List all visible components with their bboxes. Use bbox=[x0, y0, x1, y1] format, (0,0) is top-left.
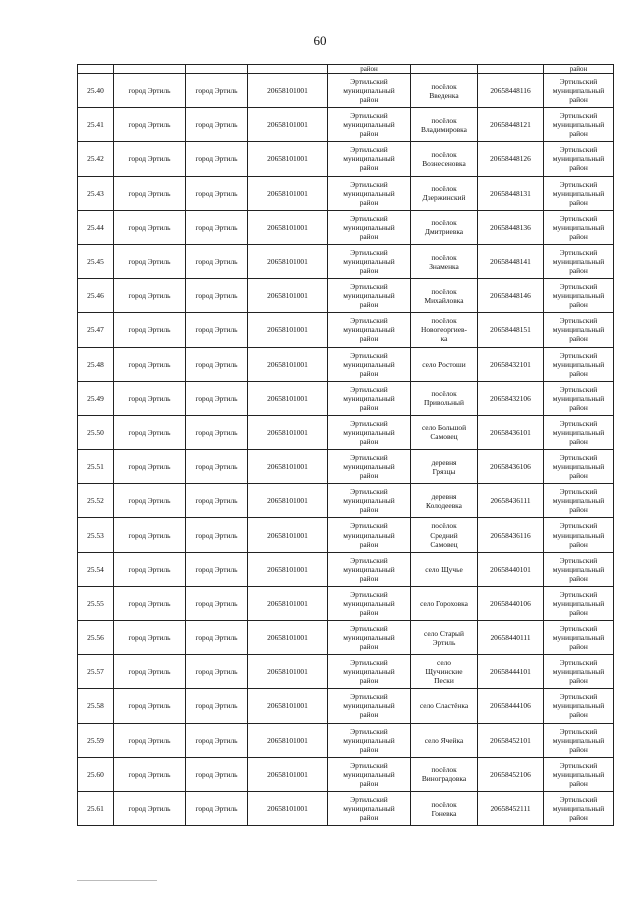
cell-settlement-name: город Эртиль bbox=[186, 381, 248, 415]
cell-locality: деревня Грязцы bbox=[411, 450, 478, 484]
cell-number: 25.58 bbox=[78, 689, 114, 723]
cell-district: Эртильский муниципальный район bbox=[328, 415, 411, 449]
cell-settlement-name: город Эртиль bbox=[186, 415, 248, 449]
cell-locality-district: Эртильский муниципальный район bbox=[544, 244, 614, 278]
cell-locality: село Щучье bbox=[411, 552, 478, 586]
table-row bbox=[78, 415, 614, 449]
cell-oktmo-code: 20658101001 bbox=[248, 210, 328, 244]
cell-settlement-name: город Эртиль bbox=[186, 518, 248, 552]
cell-oktmo-code: 20658101001 bbox=[248, 689, 328, 723]
cell-locality: посёлок Вознесеновка bbox=[411, 142, 478, 176]
cell-district: Эртильский муниципальный район bbox=[328, 552, 411, 586]
cell-locality-code: 20658448126 bbox=[478, 142, 544, 176]
cell-settlement-name: город Эртиль bbox=[186, 108, 248, 142]
cell-number: 25.40 bbox=[78, 74, 114, 108]
cell-number bbox=[78, 65, 114, 74]
cell-oktmo-code: 20658101001 bbox=[248, 621, 328, 655]
cell-locality: село Ростоши bbox=[411, 347, 478, 381]
cell-locality-district: Эртильский муниципальный район bbox=[544, 279, 614, 313]
cell-locality-code: 20658444106 bbox=[478, 689, 544, 723]
cell-district: Эртильский муниципальный район bbox=[328, 518, 411, 552]
cell-locality: село Гороховка bbox=[411, 586, 478, 620]
cell-number: 25.41 bbox=[78, 108, 114, 142]
cell-settlement: город Эртиль bbox=[114, 757, 186, 791]
cell-locality: посёлок Дмитриевка bbox=[411, 210, 478, 244]
cell-locality-district: Эртильский муниципальный район bbox=[544, 518, 614, 552]
cell-number: 25.50 bbox=[78, 415, 114, 449]
table-row bbox=[78, 142, 614, 176]
cell-locality-district: Эртильский муниципальный район bbox=[544, 108, 614, 142]
cell-oktmo-code: 20658101001 bbox=[248, 279, 328, 313]
table-row bbox=[78, 210, 614, 244]
table-row bbox=[78, 347, 614, 381]
table-row bbox=[78, 655, 614, 689]
cell-locality-district: район bbox=[544, 65, 614, 74]
cell-locality-code: 20658448131 bbox=[478, 176, 544, 210]
cell-settlement-name: город Эртиль bbox=[186, 313, 248, 347]
cell-number: 25.49 bbox=[78, 381, 114, 415]
cell-locality-district: Эртильский муниципальный район bbox=[544, 74, 614, 108]
cell-locality-district: Эртильский муниципальный район bbox=[544, 655, 614, 689]
cell-oktmo-code: 20658101001 bbox=[248, 791, 328, 825]
cell-number: 25.55 bbox=[78, 586, 114, 620]
cell-oktmo-code: 20658101001 bbox=[248, 108, 328, 142]
cell-locality: посёлок Дзержинский bbox=[411, 176, 478, 210]
table-row bbox=[78, 108, 614, 142]
cell-settlement-name: город Эртиль bbox=[186, 689, 248, 723]
cell-locality-code: 20658432106 bbox=[478, 381, 544, 415]
cell-settlement: город Эртиль bbox=[114, 518, 186, 552]
table-row bbox=[78, 484, 614, 518]
cell-district: Эртильский муниципальный район bbox=[328, 586, 411, 620]
cell-number: 25.57 bbox=[78, 655, 114, 689]
cell-number: 25.47 bbox=[78, 313, 114, 347]
cell-oktmo-code: 20658101001 bbox=[248, 176, 328, 210]
cell-number: 25.51 bbox=[78, 450, 114, 484]
cell-settlement: город Эртиль bbox=[114, 381, 186, 415]
cell-oktmo-code: 20658101001 bbox=[248, 347, 328, 381]
cell-district: Эртильский муниципальный район bbox=[328, 347, 411, 381]
cell-settlement-name: город Эртиль bbox=[186, 586, 248, 620]
cell-locality: посёлок Знаменка bbox=[411, 244, 478, 278]
cell-locality: посёлок Новогеоргиев- ка bbox=[411, 313, 478, 347]
page-number: 60 bbox=[313, 33, 327, 48]
cell-locality-code: 20658452101 bbox=[478, 723, 544, 757]
cell-settlement: город Эртиль bbox=[114, 108, 186, 142]
cell-oktmo-code: 20658101001 bbox=[248, 586, 328, 620]
cell-oktmo-code: 20658101001 bbox=[248, 757, 328, 791]
cell-number: 25.46 bbox=[78, 279, 114, 313]
continuation-row bbox=[78, 65, 614, 74]
cell-oktmo-code: 20658101001 bbox=[248, 484, 328, 518]
cell-oktmo-code: 20658101001 bbox=[248, 313, 328, 347]
cell-settlement-name: город Эртиль bbox=[186, 450, 248, 484]
cell-locality: село Сластёнка bbox=[411, 689, 478, 723]
table-row bbox=[78, 757, 614, 791]
cell-oktmo-code: 20658101001 bbox=[248, 74, 328, 108]
cell-locality-code: 20658440111 bbox=[478, 621, 544, 655]
cell-number: 25.43 bbox=[78, 176, 114, 210]
cell-district: Эртильский муниципальный район bbox=[328, 108, 411, 142]
cell-district: Эртильский муниципальный район bbox=[328, 723, 411, 757]
cell-locality-code: 20658432101 bbox=[478, 347, 544, 381]
cell-number: 25.56 bbox=[78, 621, 114, 655]
table-row bbox=[78, 621, 614, 655]
table-row bbox=[78, 552, 614, 586]
cell-locality-district: Эртильский муниципальный район bbox=[544, 723, 614, 757]
cell-settlement: город Эртиль bbox=[114, 552, 186, 586]
table-body bbox=[78, 65, 614, 826]
cell-locality: посёлок Привольный bbox=[411, 381, 478, 415]
cell-locality bbox=[411, 65, 478, 74]
cell-district: Эртильский муниципальный район bbox=[328, 484, 411, 518]
cell-locality-district: Эртильский муниципальный район bbox=[544, 586, 614, 620]
cell-locality-district: Эртильский муниципальный район bbox=[544, 347, 614, 381]
cell-settlement: город Эртиль bbox=[114, 586, 186, 620]
table-row bbox=[78, 586, 614, 620]
cell-number: 25.54 bbox=[78, 552, 114, 586]
cell-settlement-name: город Эртиль bbox=[186, 142, 248, 176]
cell-settlement-name: город Эртиль bbox=[186, 176, 248, 210]
cell-locality-code: 20658436111 bbox=[478, 484, 544, 518]
cell-settlement-name: город Эртиль bbox=[186, 723, 248, 757]
cell-locality: посёлок Гоневка bbox=[411, 791, 478, 825]
cell-locality-district: Эртильский муниципальный район bbox=[544, 484, 614, 518]
cell-number: 25.45 bbox=[78, 244, 114, 278]
cell-locality-code: 20658444101 bbox=[478, 655, 544, 689]
cell-number: 25.52 bbox=[78, 484, 114, 518]
cell-settlement: город Эртиль bbox=[114, 142, 186, 176]
cell-oktmo-code: 20658101001 bbox=[248, 655, 328, 689]
cell-locality-code: 20658448121 bbox=[478, 108, 544, 142]
cell-number: 25.44 bbox=[78, 210, 114, 244]
cell-oktmo-code: 20658101001 bbox=[248, 518, 328, 552]
cell-settlement: город Эртиль bbox=[114, 621, 186, 655]
cell-settlement: город Эртиль bbox=[114, 210, 186, 244]
cell-settlement: город Эртиль bbox=[114, 347, 186, 381]
cell-number: 25.61 bbox=[78, 791, 114, 825]
cell-settlement-name bbox=[186, 65, 248, 74]
cell-oktmo-code: 20658101001 bbox=[248, 552, 328, 586]
cell-locality-code: 20658452106 bbox=[478, 757, 544, 791]
cell-locality-code: 20658436101 bbox=[478, 415, 544, 449]
cell-district: Эртильский муниципальный район bbox=[328, 313, 411, 347]
cell-settlement: город Эртиль bbox=[114, 655, 186, 689]
cell-settlement-name: город Эртиль bbox=[186, 791, 248, 825]
cell-locality: посёлок Михайловка bbox=[411, 279, 478, 313]
cell-settlement: город Эртиль bbox=[114, 689, 186, 723]
cell-oktmo-code: 20658101001 bbox=[248, 723, 328, 757]
cell-locality: село Большой Самовец bbox=[411, 415, 478, 449]
cell-settlement-name: город Эртиль bbox=[186, 244, 248, 278]
cell-settlement: город Эртиль bbox=[114, 74, 186, 108]
table-row bbox=[78, 381, 614, 415]
cell-locality-code: 20658448151 bbox=[478, 313, 544, 347]
cell-locality-code: 20658436116 bbox=[478, 518, 544, 552]
cell-locality-code: 20658448136 bbox=[478, 210, 544, 244]
table-row bbox=[78, 313, 614, 347]
cell-settlement-name: город Эртиль bbox=[186, 74, 248, 108]
cell-locality-district: Эртильский муниципальный район bbox=[544, 450, 614, 484]
cell-locality-district: Эртильский муниципальный район bbox=[544, 689, 614, 723]
cell-oktmo-code: 20658101001 bbox=[248, 381, 328, 415]
cell-oktmo-code: 20658101001 bbox=[248, 450, 328, 484]
cell-locality-district: Эртильский муниципальный район bbox=[544, 142, 614, 176]
cell-locality-code: 20658440101 bbox=[478, 552, 544, 586]
cell-district: район bbox=[328, 65, 411, 74]
cell-locality: посёлок Виноградовка bbox=[411, 757, 478, 791]
cell-locality: посёлок Введенка bbox=[411, 74, 478, 108]
cell-locality: деревня Колодеевка bbox=[411, 484, 478, 518]
municipal-registry-table bbox=[77, 64, 614, 826]
cell-district: Эртильский муниципальный район bbox=[328, 381, 411, 415]
cell-district: Эртильский муниципальный район bbox=[328, 176, 411, 210]
cell-number: 25.60 bbox=[78, 757, 114, 791]
table-row bbox=[78, 279, 614, 313]
cell-locality-code: 20658440106 bbox=[478, 586, 544, 620]
cell-locality-code: 20658448146 bbox=[478, 279, 544, 313]
cell-locality-district: Эртильский муниципальный район bbox=[544, 791, 614, 825]
cell-oktmo-code: 20658101001 bbox=[248, 244, 328, 278]
cell-district: Эртильский муниципальный район bbox=[328, 450, 411, 484]
cell-district: Эртильский муниципальный район bbox=[328, 279, 411, 313]
cell-oktmo-code bbox=[248, 65, 328, 74]
cell-locality-code: 20658448141 bbox=[478, 244, 544, 278]
cell-district: Эртильский муниципальный район bbox=[328, 74, 411, 108]
cell-district: Эртильский муниципальный район bbox=[328, 142, 411, 176]
cell-settlement-name: город Эртиль bbox=[186, 279, 248, 313]
table-row bbox=[78, 689, 614, 723]
cell-oktmo-code: 20658101001 bbox=[248, 142, 328, 176]
cell-settlement: город Эртиль bbox=[114, 176, 186, 210]
cell-settlement: город Эртиль bbox=[114, 723, 186, 757]
cell-district: Эртильский муниципальный район bbox=[328, 757, 411, 791]
cell-locality-district: Эртильский муниципальный район bbox=[544, 757, 614, 791]
cell-settlement: город Эртиль bbox=[114, 415, 186, 449]
cell-settlement: город Эртиль bbox=[114, 313, 186, 347]
cell-locality-district: Эртильский муниципальный район bbox=[544, 415, 614, 449]
table-row bbox=[78, 791, 614, 825]
cell-locality-code: 20658436106 bbox=[478, 450, 544, 484]
cell-district: Эртильский муниципальный район bbox=[328, 689, 411, 723]
cell-locality-district: Эртильский муниципальный район bbox=[544, 381, 614, 415]
cell-oktmo-code: 20658101001 bbox=[248, 415, 328, 449]
table-row bbox=[78, 518, 614, 552]
table-row bbox=[78, 450, 614, 484]
cell-settlement: город Эртиль bbox=[114, 279, 186, 313]
cell-number: 25.42 bbox=[78, 142, 114, 176]
cell-locality-code: 20658452111 bbox=[478, 791, 544, 825]
cell-locality-district: Эртильский муниципальный район bbox=[544, 176, 614, 210]
table-row bbox=[78, 74, 614, 108]
cell-locality: село Ячейка bbox=[411, 723, 478, 757]
cell-settlement-name: город Эртиль bbox=[186, 552, 248, 586]
cell-locality: село Щучинские Пески bbox=[411, 655, 478, 689]
cell-settlement: город Эртиль bbox=[114, 791, 186, 825]
cell-settlement-name: город Эртиль bbox=[186, 210, 248, 244]
table-row bbox=[78, 723, 614, 757]
cell-settlement: город Эртиль bbox=[114, 244, 186, 278]
cell-locality-code bbox=[478, 65, 544, 74]
cell-number: 25.48 bbox=[78, 347, 114, 381]
cell-settlement-name: город Эртиль bbox=[186, 621, 248, 655]
cell-locality: село Старый Эртиль bbox=[411, 621, 478, 655]
cell-district: Эртильский муниципальный район bbox=[328, 210, 411, 244]
cell-number: 25.53 bbox=[78, 518, 114, 552]
cell-settlement: город Эртиль bbox=[114, 450, 186, 484]
cell-locality-district: Эртильский муниципальный район bbox=[544, 621, 614, 655]
cell-settlement-name: город Эртиль bbox=[186, 347, 248, 381]
cell-district: Эртильский муниципальный район bbox=[328, 655, 411, 689]
cell-district: Эртильский муниципальный район bbox=[328, 791, 411, 825]
cell-locality: посёлок Средний Самовец bbox=[411, 518, 478, 552]
cell-settlement bbox=[114, 65, 186, 74]
cell-settlement: город Эртиль bbox=[114, 484, 186, 518]
cell-district: Эртильский муниципальный район bbox=[328, 621, 411, 655]
cell-locality-district: Эртильский муниципальный район bbox=[544, 210, 614, 244]
cell-locality: посёлок Владимировка bbox=[411, 108, 478, 142]
cell-settlement-name: город Эртиль bbox=[186, 484, 248, 518]
table-row bbox=[78, 176, 614, 210]
cell-settlement-name: город Эртиль bbox=[186, 655, 248, 689]
cell-locality-district: Эртильский муниципальный район bbox=[544, 552, 614, 586]
table-row bbox=[78, 244, 614, 278]
cell-settlement-name: город Эртиль bbox=[186, 757, 248, 791]
cell-district: Эртильский муниципальный район bbox=[328, 244, 411, 278]
cell-locality-code: 20658448116 bbox=[478, 74, 544, 108]
footer-divider bbox=[77, 880, 157, 881]
cell-number: 25.59 bbox=[78, 723, 114, 757]
cell-locality-district: Эртильский муниципальный район bbox=[544, 313, 614, 347]
